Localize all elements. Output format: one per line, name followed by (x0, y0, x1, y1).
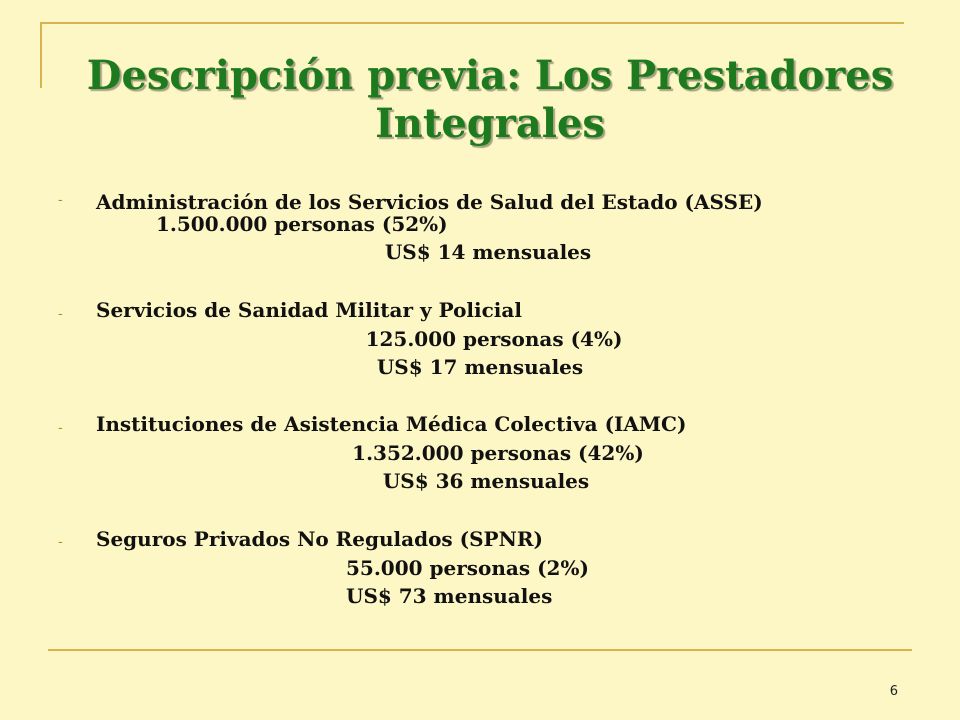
top-rule (40, 22, 904, 24)
item-2-costo: US$ 17 mensuales (376, 355, 584, 379)
slide-title (60, 52, 920, 148)
item-3-costo: US$ 36 mensuales (382, 469, 590, 493)
item-4-name: Seguros Privados No Regulados (SPNR) (96, 527, 543, 551)
item-3-name: Instituciones de Asistencia Médica Colectiva (IAMC) (96, 412, 687, 436)
item-2-personas: 125.000 personas (4%) (365, 327, 623, 351)
title-line-2: Integrales (375, 100, 605, 147)
item-2-name: Servicios de Sanidad Militar y Policial (96, 298, 522, 322)
bullet-dash: - (58, 534, 63, 550)
item-1-personas: 1.500.000 personas (52%) (156, 212, 448, 236)
bullet-dash: - (58, 192, 63, 208)
item-1-name: Administración de los Servicios de Salud del Estado (ASSE) (96, 190, 763, 214)
item-4-costo: US$ 73 mensuales (346, 584, 553, 608)
left-rule (40, 22, 42, 88)
item-4-personas: 55.000 personas (2%) (346, 556, 589, 580)
bullet-dash: - (58, 306, 63, 322)
bottom-rule (48, 649, 912, 651)
item-3-personas: 1.352.000 personas (42%) (352, 441, 644, 465)
title-line-1: Descripción previa: Los Prestadores (86, 52, 894, 99)
item-1-costo: US$ 14 mensuales (384, 240, 592, 264)
bullet-dash: - (58, 420, 63, 436)
page-number: 6 (889, 684, 898, 699)
